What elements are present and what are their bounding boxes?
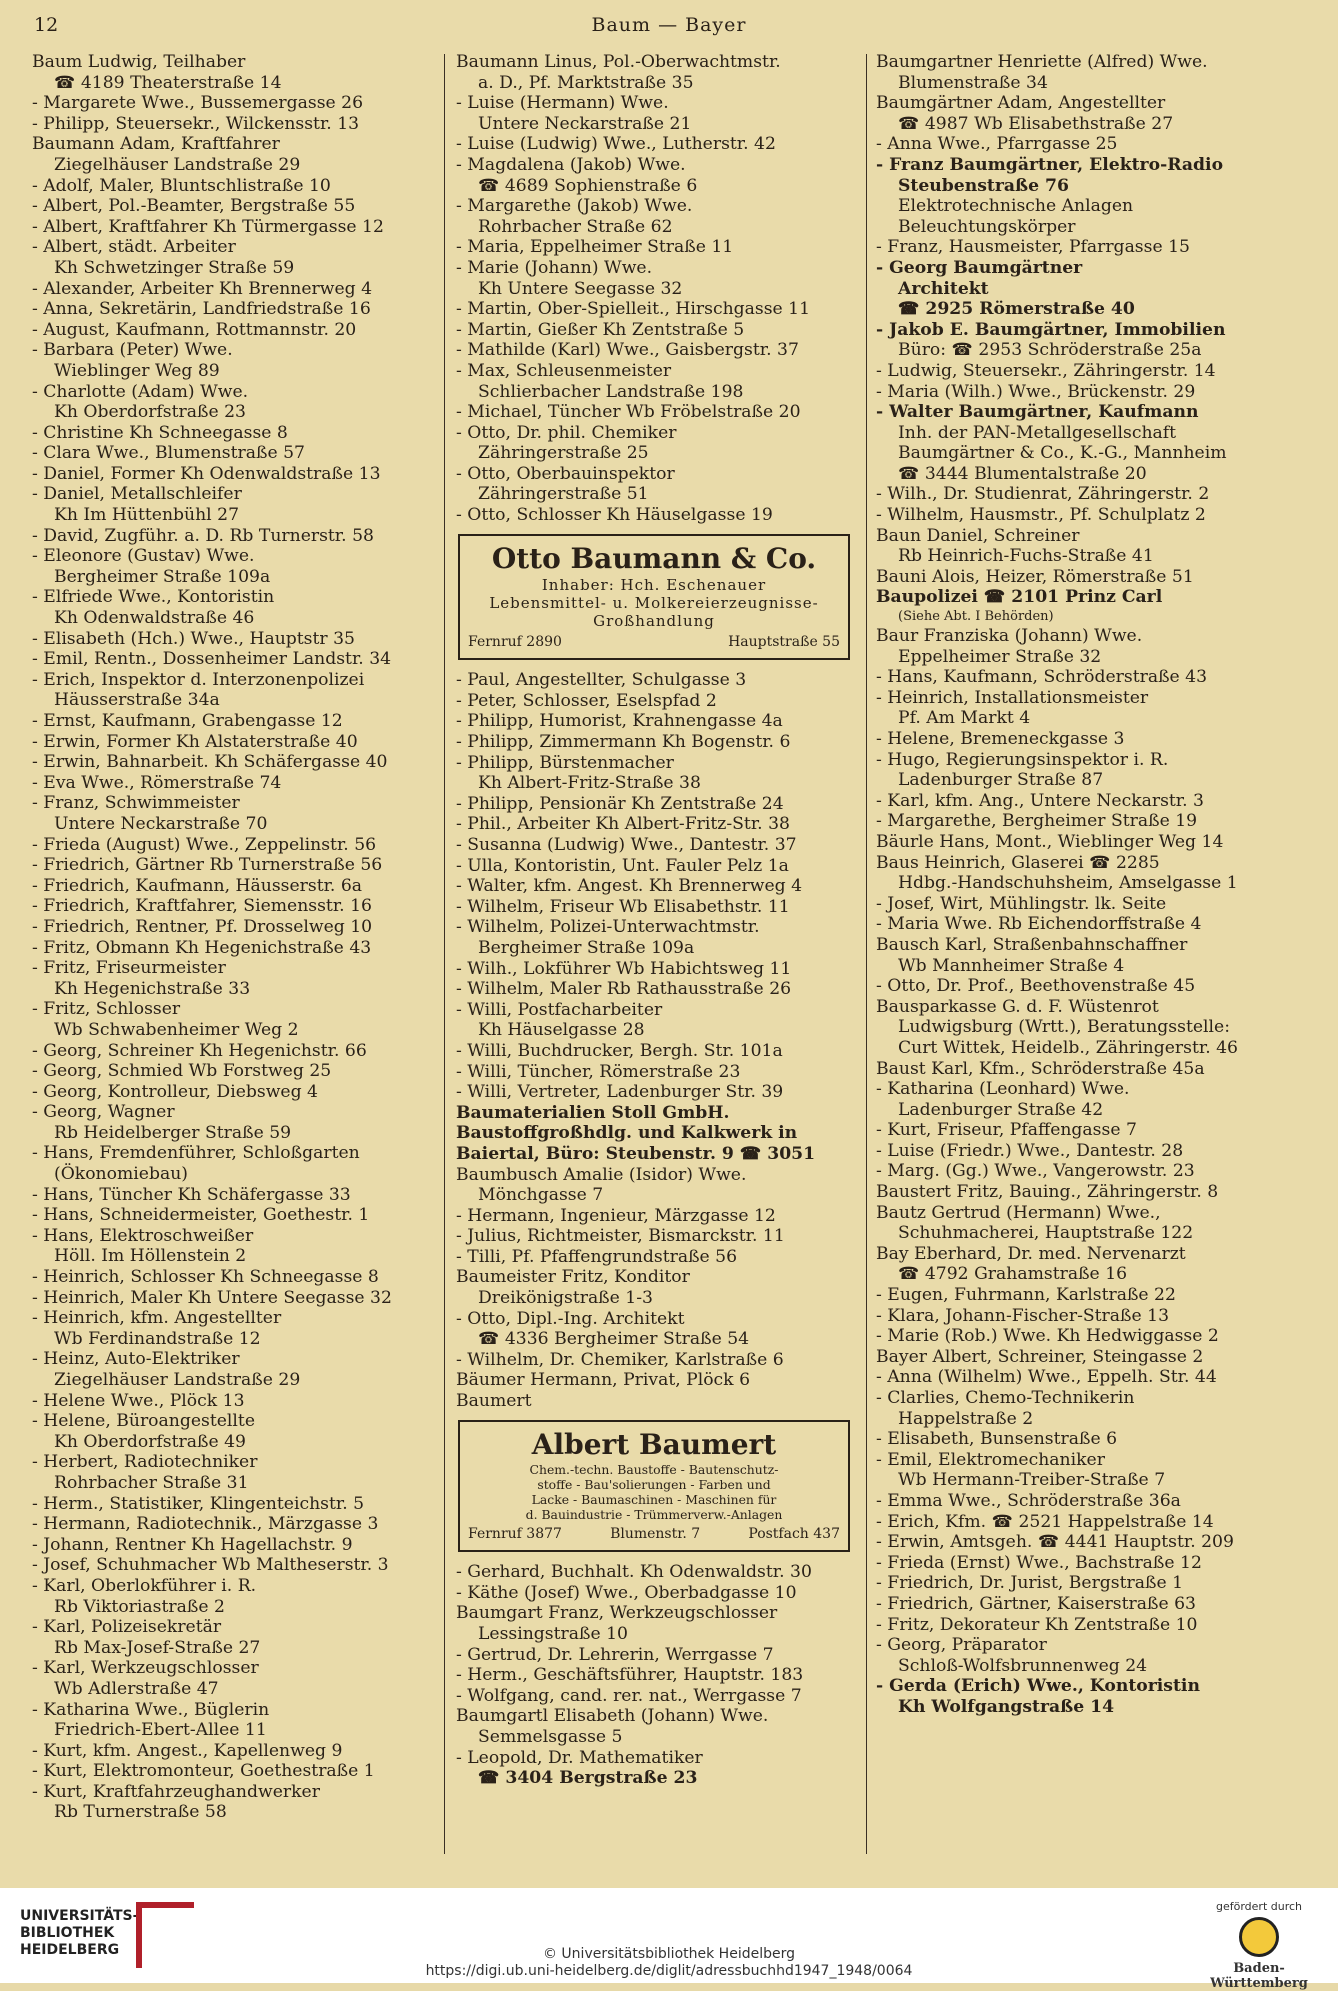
directory-entry-line: Happelstraße 2 [898,1408,1034,1429]
directory-entry-line: Blumenstraße 34 [898,72,1048,93]
directory-entry-line: - Gerda (Erich) Wwe., Kontoristin [876,1676,1200,1697]
directory-entry-line: (Siehe Abt. I Behörden) [898,609,1054,625]
directory-entry-line: Ladenburger Straße 42 [898,1099,1104,1120]
directory-entry-line: Zähringerstraße 25 [478,443,649,464]
directory-entry-line: - Georg, Präparator [876,1635,1047,1656]
directory-entry-line: - Daniel, Metallschleifer [32,484,242,505]
directory-entry-line: - Marie (Rob.) Wwe. Kh Hedwiggasse 2 [876,1326,1219,1347]
viewer-footer [0,1888,1338,1991]
directory-entry-line: - Heinz, Auto-Elektriker [32,1349,240,1370]
page-header [0,10,1338,44]
directory-entry-line: - Marg. (Gg.) Wwe., Vangerowstr. 23 [876,1161,1195,1182]
directory-entry-line: - Wilhelm, Hausmstr., Pf. Schulplatz 2 [876,505,1206,526]
directory-entry-line: - Emma Wwe., Schröderstraße 36a [876,1490,1181,1511]
directory-entry-line: - Elisabeth, Bunsenstraße 6 [876,1429,1118,1450]
directory-entry-line: Baumeister Fritz, Konditor [456,1267,690,1288]
directory-entry-line: - Albert, Kraftfahrer Kh Türmergasse 12 [32,216,384,237]
directory-entry-line: - Heinrich, kfm. Angestellter [32,1308,282,1329]
directory-entry-line: - Willi, Vertreter, Ladenburger Str. 39 [456,1082,784,1103]
column-2 [456,52,876,1789]
directory-entry-line: - Maria Wwe. Rb Eichendorffstraße 4 [876,914,1202,935]
directory-entry-line: - Erich, Inspektor d. Interzonenpolizei [32,669,365,690]
directory-entry-line: - Margarete Wwe., Bussemergasse 26 [32,93,364,114]
directory-entry-line: - Philipp, Humorist, Krahnengasse 4a [456,711,783,732]
directory-entry-line: - Martin, Ober-Spielleit., Hirschgasse 11 [456,299,811,320]
directory-entry-line: - Friedrich, Gärtner, Kaiserstraße 63 [876,1593,1196,1614]
directory-entry-line: - Peter, Schlosser, Eselspfad 2 [456,690,717,711]
directory-entry-line: Kh Odenwaldstraße 46 [54,608,255,629]
directory-entry-line: - Daniel, Former Kh Odenwaldstraße 13 [32,463,381,484]
directory-entry-line: Kh Untere Seegasse 32 [478,278,683,299]
directory-entry-line: - Magdalena (Jakob) Wwe. [456,154,686,175]
directory-entry-line: - Otto, Dr. phil. Chemiker [456,422,677,443]
directory-entry-line: - Otto, Oberbauinspektor [456,463,675,484]
directory-entry-line: - Walter, kfm. Angest. Kh Brennerweg 4 [456,876,803,897]
directory-entry-line: ☎ 2925 Römerstraße 40 [898,299,1135,320]
directory-entry-line: - Herm., Statistiker, Klingenteichstr. 5 [32,1493,365,1514]
directory-entry-line: - Adolf, Maler, Bluntschlistraße 10 [32,175,331,196]
funding-logo[interactable] [1194,1900,1324,1991]
directory-entry-line: Ludwigsburg (Wrtt.), Beratungsstelle: [898,1017,1230,1038]
directory-entry-line: Baumbusch Amalie (Isidor) Wwe. [456,1164,747,1185]
directory-entry-line: - Martin, Gießer Kh Zentstraße 5 [456,319,745,340]
directory-entry-line: Semmelsgasse 5 [478,1726,623,1747]
directory-entry-line: Häusserstraße 34a [54,690,220,711]
directory-entry-line: - Friedrich, Dr. Jurist, Bergstraße 1 [876,1573,1184,1594]
directory-entry-line: Rb Turnerstraße 58 [54,1802,227,1823]
directory-entry-line: - Kurt, Friseur, Pfaffengasse 7 [876,1120,1137,1141]
directory-entry-line: Bayer Albert, Schreiner, Steingasse 2 [876,1346,1204,1367]
directory-entry-line: - Ludwig, Steuersekr., Zähringerstr. 14 [876,360,1216,381]
directory-entry-line: Wieblinger Weg 89 [54,360,220,381]
directory-entry-line: - August, Kaufmann, Rottmannstr. 20 [32,319,357,340]
directory-entry-line: ☎ 4987 Wb Elisabethstraße 27 [898,113,1174,134]
directory-entry-line: - Karl, Werkzeugschlosser [32,1658,259,1679]
directory-entry-line: - Philipp, Bürstenmacher [456,752,674,773]
advert-title: Albert Baumert [531,1427,777,1461]
directory-entry-line: Rohrbacher Straße 31 [54,1472,249,1493]
directory-entry-line: Baumgart Franz, Werkzeugschlosser [456,1603,778,1624]
directory-entry-line: - Elfriede Wwe., Kontoristin [32,587,275,608]
column-1 [32,52,452,1823]
directory-entry-line: Ziegelhäuser Landstraße 29 [54,154,301,175]
directory-entry-line: - Luise (Ludwig) Wwe., Lutherstr. 42 [456,134,776,155]
directory-entry-line: Bäumer Hermann, Privat, Plöck 6 [456,1370,751,1391]
directory-entry-line: - Karl, Oberlokführer i. R. [32,1575,257,1596]
directory-entry-line: Baumert [456,1391,532,1412]
directory-entry-line: Baupolizei ☎ 2101 Prinz Carl [876,587,1163,608]
directory-entry-line: Bäurle Hans, Mont., Wieblinger Weg 14 [876,831,1224,852]
directory-entry-line: Baumgärtner Adam, Angestellter [876,93,1166,114]
directory-entry-line: - Anna (Wilhelm) Wwe., Eppelh. Str. 44 [876,1367,1217,1388]
directory-entry-line: - Otto, Dr. Prof., Beethovenstraße 45 [876,976,1196,997]
directory-entry-line: - Julius, Richtmeister, Bismarckstr. 11 [456,1226,785,1247]
directory-entry-line: Ziegelhäuser Landstraße 29 [54,1370,301,1390]
directory-entry-line: - Luise (Hermann) Wwe. [456,93,669,114]
directory-entry-line: Kh Im Hüttenbühl 27 [54,505,240,526]
directory-entry-line: - Kurt, Elektromonteur, Goethestraße 1 [32,1761,375,1782]
directory-entry-line: - Friedrich, Rentner, Pf. Drosselweg 10 [32,916,373,937]
directory-entry-line: - Clarlies, Chemo-Technikerin [876,1388,1135,1408]
directory-entry-line: - Franz, Schwimmeister [32,793,240,814]
directory-entry-line: ☎ 4689 Sophienstraße 6 [478,175,698,196]
directory-entry-line: - Wilh., Dr. Studienrat, Zähringerstr. 2 [876,484,1210,505]
directory-entry-line: - Georg, Schreiner Kh Hegenichstr. 66 [32,1040,367,1061]
directory-entry-line: - Willi, Buchdrucker, Bergh. Str. 101a [456,1040,783,1061]
advert-trade: Großhandlung [593,611,715,630]
directory-entry-line: - Josef, Wirt, Mühlingstr. lk. Seite [876,893,1167,914]
directory-entry-line: - Wilhelm, Dr. Chemiker, Karlstraße 6 [456,1349,784,1370]
directory-entry-line: Höll. Im Höllenstein 2 [54,1246,247,1267]
directory-entry-line: - Anna, Sekretärin, Landfriedstraße 16 [32,299,371,320]
directory-entry-line: Schuhmacherei, Hauptstraße 122 [898,1223,1194,1244]
logo-line: UNIVERSITÄTS- [20,1908,139,1924]
advert-phone: Fernruf 3877 [468,1525,562,1542]
directory-entry-line: Lessingstraße 10 [478,1624,628,1644]
directory-entry-line: - Elisabeth (Hch.) Wwe., Hauptstr 35 [32,628,355,649]
directory-entry-line: - Marie (Johann) Wwe. [456,257,653,278]
directory-entry-line: - Katharina (Leonhard) Wwe. [876,1079,1130,1100]
directory-entry-line: - Franz, Hausmeister, Pfarrgasse 15 [876,237,1190,258]
directory-entry-line: Elektrotechnische Anlagen [898,196,1134,217]
directory-entry-line: Kh Oberdorfstraße 49 [54,1431,246,1452]
directory-entry-line: Bausparkasse G. d. F. Wüstenrot [876,996,1159,1017]
directory-entry-line: - Max, Schleusenmeister [456,360,672,381]
directory-entry-line: - Hugo, Regierungsinspektor i. R. [876,749,1169,770]
directory-entry-line: - Josef, Schuhmacher Wb Maltheserstr. 3 [32,1555,389,1576]
copyright-text: © Universitätsbibliothek Heidelberg [542,1946,795,1962]
directory-entry-line: Baust Karl, Kfm., Schröderstraße 45a [876,1058,1205,1079]
directory-entry-line: - Eleonore (Gustav) Wwe. [32,546,255,567]
directory-entry-line: - Frieda (August) Wwe., Zeppelinstr. 56 [32,834,377,855]
directory-entry-line: - Hans, Kaufmann, Schröderstraße 43 [876,667,1208,688]
directory-entry-line: - Georg, Kontrolleur, Diebsweg 4 [32,1081,318,1102]
directory-entry-line: Pf. Am Markt 4 [898,708,1031,729]
directory-entry-line: - Gerhard, Buchhalt. Kh Odenwaldstr. 30 [456,1562,812,1583]
directory-entry-line: Baustert Fritz, Bauing., Zähringerstr. 8 [876,1182,1219,1203]
directory-entry-line: - Barbara (Peter) Wwe. [32,340,233,361]
directory-entry-line: Büro: ☎ 2953 Schröderstraße 25a [898,340,1202,361]
directory-entry-line: - Emil, Rentn., Dossenheimer Landstr. 34 [32,649,392,670]
directory-entry-line: Kh Hegenichstraße 33 [54,978,251,999]
directory-entry-line: Wb Schwabenheimer Weg 2 [54,1019,299,1040]
advert-line: Chem.-techn. Baustoffe - Bautenschutz- [529,1461,779,1477]
directory-entry-line: - Karl, kfm. Ang., Untere Neckarstr. 3 [876,790,1204,811]
advert-address: Blumenstr. 7 [610,1525,701,1542]
directory-entry-line: - Walter Baumgärtner, Kaufmann [876,402,1199,423]
directory-entry-line: Bergheimer Straße 109a [54,566,271,587]
directory-entry-line: - Susanna (Ludwig) Wwe., Dantestr. 37 [456,835,797,855]
directory-entry-line: - Erwin, Bahnarbeit. Kh Schäfergasse 40 [32,752,388,773]
directory-entry-line: Dreikönigstraße 1-3 [478,1288,653,1309]
directory-entry-line: - Otto, Dipl.-Ing. Architekt [456,1308,685,1329]
directory-entry-line: Rb Heinrich-Fuchs-Straße 41 [898,546,1154,567]
directory-entry-line: - Wolfgang, cand. rer. nat., Werrgasse 7 [456,1685,802,1706]
directory-entry-line: - Gertrud, Dr. Lehrerin, Werrgasse 7 [456,1644,774,1665]
directory-entry-line: - Helene, Bremeneckgasse 3 [876,729,1125,749]
advert-line: stoffe - Bau'solierungen - Farben und [537,1476,771,1492]
advert-line: Lacke - Baumaschinen - Maschinen für [531,1491,777,1507]
directory-entry-line: Wb Hermann-Treiber-Straße 7 [898,1470,1166,1491]
logo-line: BIBLIOTHEK [20,1925,115,1941]
directory-entry-line: - Hans, Fremdenführer, Schloßgarten [32,1143,360,1164]
directory-entry-line: Rb Viktoriastraße 2 [54,1596,225,1617]
directory-entry-line: - Anna Wwe., Pfarrgasse 25 [876,134,1118,155]
directory-entry-line: - Heinrich, Schlosser Kh Schneegasse 8 [32,1267,379,1288]
directory-entry-line: - Klara, Johann-Fischer-Straße 13 [876,1305,1170,1326]
directory-entry-line: Kh Wolfgangstraße 14 [898,1696,1115,1717]
directory-entry-line: - Willi, Postfacharbeiter [456,999,663,1020]
state-crest-icon [1239,1917,1279,1957]
directory-entry-line: - Kurt, kfm. Angest., Kapellenweg 9 [32,1740,343,1761]
directory-entry-line: Inh. der PAN-Metallgesellschaft [898,422,1177,443]
directory-entry-line: - Philipp, Steuersekr., Wilckensstr. 13 [32,113,360,134]
directory-entry-line: Bautz Gertrud (Hermann) Wwe., [876,1202,1161,1223]
directory-entry-line: Schloß-Wolfsbrunnenweg 24 [898,1655,1148,1676]
directory-entry-line: Ladenburger Straße 87 [898,770,1104,791]
directory-entry-line: - Heinrich, Installationsmeister [876,687,1149,708]
directory-entry-line: Bausch Karl, Straßenbahnschaffner [876,934,1188,955]
directory-entry-line: Baumgärtner & Co., K.-G., Mannheim [898,443,1227,464]
directory-entry-line: Hdbg.-Handschuhsheim, Amselgasse 1 [898,873,1238,894]
directory-entry-line: - Ernst, Kaufmann, Grabengasse 12 [32,711,343,731]
directory-entry-line: - Christine Kh Schneegasse 8 [32,422,288,443]
directory-entry-line: - Margarethe, Bergheimer Straße 19 [876,811,1198,832]
directory-entry-line: - Erich, Kfm. ☎ 2521 Happelstraße 14 [876,1511,1214,1532]
directory-entry-line: ☎ 4792 Grahamstraße 16 [898,1264,1128,1285]
directory-entry-line: - Wilhelm, Polizei-Unterwachtmstr. [456,917,760,938]
directory-entry-line: Rb Max-Josef-Straße 27 [54,1637,261,1658]
directory-entry-line: - Otto, Schlosser Kh Häuselgasse 19 [456,505,773,526]
directory-entry-line: - Herbert, Radiotechniker [32,1452,258,1473]
logo-line: HEIDELBERG [20,1942,120,1958]
directory-entry-line: - Erwin, Former Kh Alstaterstraße 40 [32,731,358,752]
directory-entry-line: - Maria (Wilh.) Wwe., Brückenstr. 29 [876,381,1196,402]
directory-entry-line: - Albert, Pol.-Beamter, Bergstraße 55 [32,196,356,217]
directory-entry-line: Friedrich-Ebert-Allee 11 [54,1720,267,1741]
directory-entry-line: Baur Franziska (Johann) Wwe. [876,626,1143,647]
directory-entry-line: - Phil., Arbeiter Kh Albert-Fritz-Str. 38 [456,814,790,835]
directory-entry-line: - Friedrich, Gärtner Rb Turnerstraße 56 [32,855,383,876]
directory-entry-line: - Wilhelm, Maler Rb Rathausstraße 26 [456,979,792,1000]
directory-entry-line: - Franz Baumgärtner, Elektro-Radio [876,154,1224,175]
directory-entry-line: Baumgartner Henriette (Alfred) Wwe. [876,52,1208,72]
directory-entry-line: Curt Wittek, Heidelb., Zähringerstr. 46 [898,1037,1238,1058]
directory-entry-line: - Erwin, Amtsgeh. ☎ 4441 Hauptstr. 209 [876,1532,1234,1553]
directory-entry-line: Beleuchtungskörper [898,216,1076,237]
directory-entry-line: - Philipp, Zimmermann Kh Bogenstr. 6 [456,732,791,753]
directory-entry-line: ☎ 4189 Theaterstraße 14 [54,72,282,93]
directory-entry-line: - Katharina Wwe., Büglerin [32,1699,270,1720]
directory-entry-line: Zähringerstraße 51 [478,484,649,505]
directory-entry-line: - Fritz, Dekorateur Kh Zentstraße 10 [876,1614,1198,1635]
permalink[interactable]: https://digi.ub.uni-heidelberg.de/diglit/adressbuchhd1947_1948/0064 [425,1963,913,1979]
directory-entry-line: Wb Adlerstraße 47 [54,1678,219,1699]
advert-otto-baumann [458,534,850,661]
directory-entry-line: - Tilli, Pf. Pfaffengrundstraße 56 [456,1246,738,1267]
directory-entry-line: Mönchgasse 7 [478,1185,604,1206]
directory-entry-line: Kh Häuselgasse 28 [478,1020,645,1041]
directory-entry-line: Baustoffgroßhdlg. und Kalkwerk in [456,1123,798,1144]
directory-entry-line: Untere Neckarstraße 70 [54,813,268,834]
advert-address: Hauptstraße 55 [728,633,840,650]
directory-entry-line: Baiertal, Büro: Steubenstr. 9 ☎ 3051 [456,1143,816,1164]
directory-entry-line: - Fritz, Schlosser [32,999,181,1020]
directory-entry-line: Eppelheimer Straße 32 [898,646,1102,667]
directory-entry-line: Wb Ferdinandstraße 12 [54,1328,261,1349]
directory-entry-line: - Hermann, Ingenieur, Märzgasse 12 [456,1205,776,1226]
directory-entry-line: - Kurt, Kraftfahrzeughandwerker [32,1781,320,1802]
directory-entry-line: - Jakob E. Baumgärtner, Immobilien [876,319,1226,340]
directory-entry-line: - Luise (Friedr.) Wwe., Dantestr. 28 [876,1140,1184,1161]
directory-entry-line: Baumgartl Elisabeth (Johann) Wwe. [456,1706,769,1727]
directory-entry-line: - Heinrich, Maler Kh Untere Seegasse 32 [32,1287,392,1308]
advert-owner: Inhaber: Hch. Eschenauer [541,575,767,594]
directory-entry-line: - Paul, Angestellter, Schulgasse 3 [456,670,747,691]
directory-entry-line: Baus Heinrich, Glaserei ☎ 2285 [876,852,1160,873]
directory-entry-line: - Ulla, Kontoristin, Unt. Fauler Pelz 1a [456,855,789,876]
advert-phone: Fernruf 2890 [468,633,562,650]
directory-entry-line: Wb Mannheimer Straße 4 [898,955,1125,976]
page-number: 12 [34,14,59,36]
running-head: Baum — Bayer [591,14,747,36]
directory-entry-line: - Helene, Büroangestellte [32,1411,255,1432]
directory-entry-line: Architekt [898,278,989,299]
directory-entry-line: Baun Daniel, Schreiner [876,525,1080,546]
directory-entry-line: Bauni Alois, Heizer, Römerstraße 51 [876,566,1194,587]
directory-entry-line: - Georg Baumgärtner [876,257,1083,278]
directory-entry-line: - Charlotte (Adam) Wwe. [32,381,249,402]
directory-entry-line: - Philipp, Pensionär Kh Zentstraße 24 [456,793,784,814]
directory-entry-line: ☎ 3404 Bergstraße 23 [478,1768,698,1789]
directory-entry-line: - Willi, Tüncher, Römerstraße 23 [456,1061,741,1082]
directory-entry-line: - Eugen, Fuhrmann, Karlstraße 22 [876,1285,1176,1306]
directory-entry-line: - Herm., Geschäftsführer, Hauptstr. 183 [456,1665,804,1686]
directory-entry-line: Baumaterialien Stoll GmbH. [456,1102,730,1123]
advert-title: Otto Baumann & Co. [491,541,817,575]
advert-trade: Lebensmittel- u. Molkereierzeugnisse- [489,593,819,612]
directory-entry-line: - Friedrich, Kaufmann, Häusserstr. 6a [32,875,363,896]
directory-entry-line: - Alexander, Arbeiter Kh Brennerweg 4 [32,278,373,299]
directory-entry-line: Baumann Adam, Kraftfahrer [32,134,280,155]
directory-entry-line: - Wilhelm, Friseur Wb Elisabethstr. 11 [456,896,790,917]
directory-entry-line: - Maria, Eppelheimer Straße 11 [456,237,734,258]
directory-entry-line: - Emil, Elektromechaniker [876,1449,1105,1470]
directory-entry-line: - Georg, Wagner [32,1102,175,1123]
directory-entry-line: - Eva Wwe., Römerstraße 74 [32,772,282,793]
directory-entry-line: Kh Schwetzinger Straße 59 [54,257,295,278]
directory-entry-line: - Michael, Tüncher Wb Fröbelstraße 20 [456,402,801,423]
directory-entry-line: - Hans, Elektroschweißer [32,1225,254,1246]
directory-entry-line: Rb Heidelberger Straße 59 [54,1122,292,1143]
directory-entry-line: - Fritz, Friseurmeister [32,958,226,979]
directory-entry-line: - Hans, Tüncher Kh Schäfergasse 33 [32,1184,351,1205]
directory-entry-line: Baumann Linus, Pol.-Oberwachtmstr. [456,52,781,72]
directory-entry-line: Bergheimer Straße 109a [478,937,695,958]
directory-entry-line: - Karl, Polizeisekretär [32,1617,222,1638]
copyright-block [0,1946,1338,1980]
directory-entry-line: - Georg, Schmied Wb Forstweg 25 [32,1061,332,1082]
directory-entry-line: - Hans, Schneidermeister, Goethestr. 1 [32,1205,370,1226]
directory-entry-line: - Hermann, Radiotechnik., Märzgasse 3 [32,1514,379,1535]
directory-entry-line: - Frieda (Ernst) Wwe., Bachstraße 12 [876,1552,1202,1573]
directory-entry-line: - Käthe (Josef) Wwe., Oberbadgasse 10 [456,1582,797,1603]
advert-pobox: Postfach 437 [748,1525,840,1542]
directory-entry-line: - Clara Wwe., Blumenstraße 57 [32,443,305,464]
directory-entry-line: - Mathilde (Karl) Wwe., Gaisbergstr. 37 [456,340,799,361]
directory-entry-line: Kh Albert-Fritz-Straße 38 [478,773,701,794]
directory-entry-line: a. D., Pf. Marktstraße 35 [478,72,694,93]
directory-entry-line: ☎ 4336 Bergheimer Straße 54 [478,1329,750,1350]
directory-entry-line: - Fritz, Obmann Kh Hegenichstraße 43 [32,937,372,958]
directory-entry-line: Baum Ludwig, Teilhaber [32,52,246,72]
directory-entry-line: ☎ 3444 Blumentalstraße 20 [898,463,1147,484]
directory-entry-line: - Friedrich, Kraftfahrer, Siemensstr. 16 [32,896,372,917]
directory-entry-line: Untere Neckarstraße 21 [478,113,692,134]
directory-entry-line: Kh Oberdorfstraße 23 [54,402,246,423]
directory-entry-line: - Albert, städt. Arbeiter [32,237,236,258]
directory-entry-line: - Helene Wwe., Plöck 13 [32,1390,245,1411]
directory-entry-line: - Johann, Rentner Kh Hagellachstr. 9 [32,1534,353,1555]
directory-entry-line: Schlierbacher Landstraße 198 [478,381,744,402]
directory-entry-line: Rohrbacher Straße 62 [478,216,673,237]
directory-entry-line: - Leopold, Dr. Mathematiker [456,1747,703,1768]
advert-line: d. Bauindustrie - Trümmerverw.-Anlagen [525,1506,783,1522]
directory-entry-line: - Wilh., Lokführer Wb Habichtsweg 11 [456,958,792,979]
directory-entry-line: - David, Zugführ. a. D. Rb Turnerstr. 58 [32,525,374,546]
directory-entry-line: Bay Eberhard, Dr. med. Nervenarzt [876,1243,1186,1264]
advert-albert-baumert [458,1420,850,1553]
state-name: Baden-Württemberg [1210,1961,1308,1991]
directory-entry-line: - Margarethe (Jakob) Wwe. [456,196,693,217]
funded-by-text: gefördert durch [1215,1900,1303,1913]
column-3 [876,52,1276,1718]
directory-entry-line: (Ökonomiebau) [54,1164,188,1185]
directory-entry-line: Steubenstraße 76 [898,175,1069,196]
